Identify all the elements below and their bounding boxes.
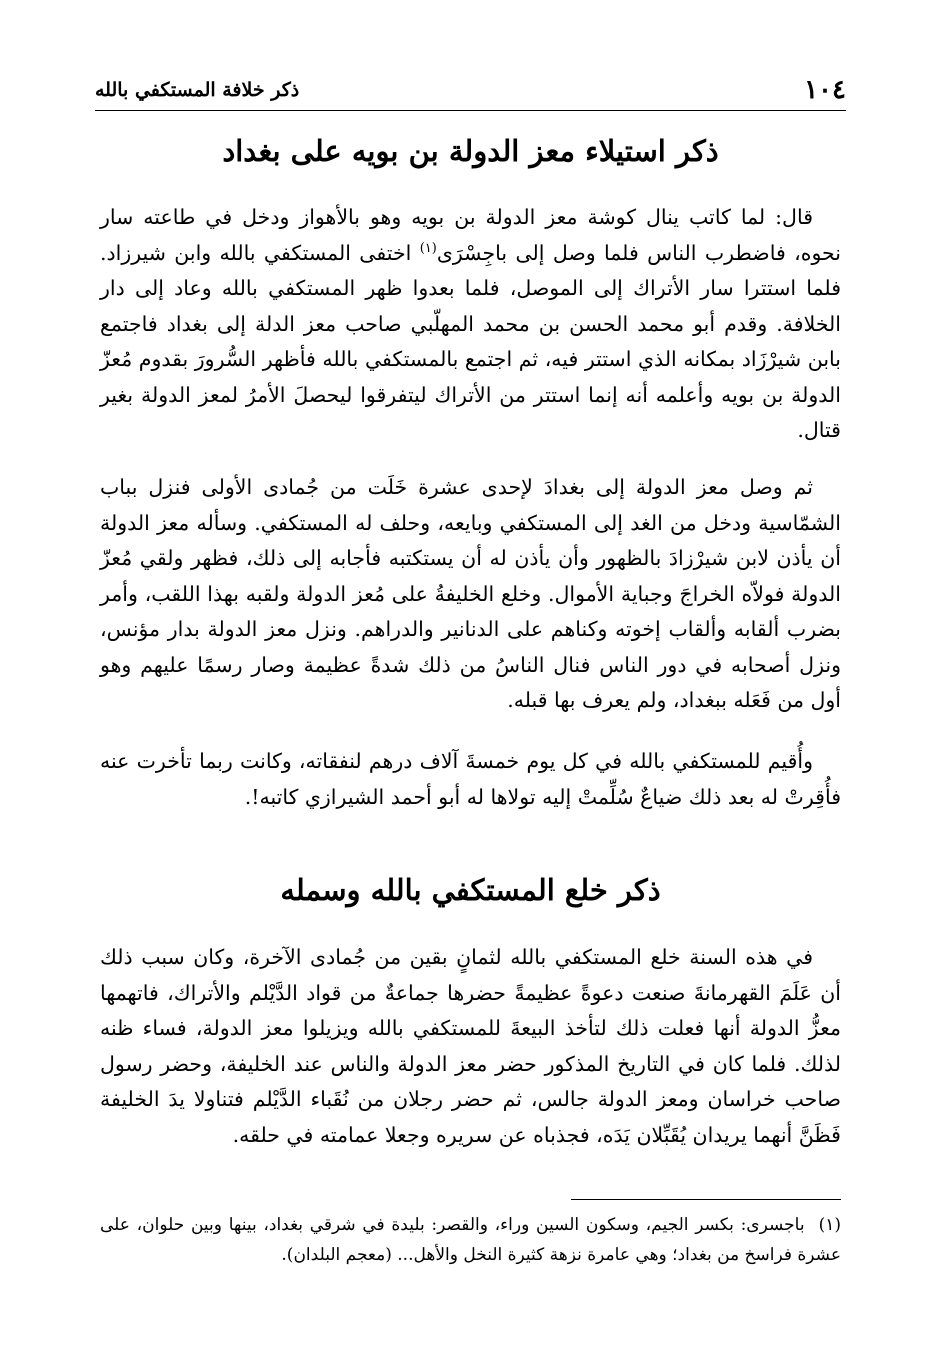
- paragraph-text: [100, 200, 841, 449]
- footnote-text: باجسرى: بكسر الجيم، وسكون السين وراء، والقصر: بليدة في شرقي بغداد، بينها وبين حلوان، على عشرة فراسخ من بغداد؛ وهي عامرة نزهة كثيرة النخل والأهل... (معجم البلدان).: [100, 1215, 841, 1265]
- running-title: ذكر خلافة المستكفي بالله: [95, 79, 300, 101]
- paragraph-2: [100, 470, 841, 719]
- paragraph-3: [100, 744, 841, 815]
- paragraph-1: [100, 200, 841, 449]
- page-number: ١٠٤: [804, 75, 846, 105]
- paragraph-text: ثم وصل معز الدولة إلى بغدادَ لإحدى عشرة خَلَت من جُمادى الأولى فنزل بباب الشمّاسية ودخل من الغد إلى المستكفي وبايعه، وحلف له المستكفي. وسأله معز الدولة أن يأذن لابن شيرْزادَ بالظهور وأن يأذن له أن يستكتبه فأجابه إلى ذلك، فظهر ولقي مُعزّ الدولة فولاّه الخراجَ وجباية الأموال. وخلع الخليفةُ على مُعز الدولة ولقبه بهذا اللقب، وأمر بضرب ألقابه وألقاب إخوته وكناهم على الدنانير والدراهم. ونزل معز الدولة بدار مؤنس، ونزل أصحابه في دور الناس فنال الناسُ من ذلك شدةً عظيمة وصار رسمًا عليهم وهو أول من فَعَله ببغداد، ولم يعرف بها قبله.: [100, 475, 841, 712]
- section-heading-capture-of-baghdad: ذكر استيلاء معز الدولة بن بويه على بغداد: [222, 134, 719, 168]
- footnote-number: (١): [818, 1215, 841, 1235]
- footnote: [100, 1210, 841, 1270]
- footnote-divider: [571, 1199, 841, 1200]
- paragraph-text-after-note: اختفى المستكفي بالله وابن شيرزاد. فلما استترا سار الأتراك إلى الموصل، فلما بعدوا ظهر المستكفي بالله وعاد إلى دار الخلافة. وقدم أبو محمد الحسن بن محمد المهلّبي صاحب معز الدلة إلى بغداد فاجتمع بابن شيرْزَاد بمكانه الذي استتر فيه، ثم اجتمع بالمستكفي بالله فأظهر السُّرورَ بقدوم مُعزّ الدولة بن بويه وأعلمه أنه إنما استتر من الأتراك ليتفرقوا ليحصلَ الأمرُ لمعز الدولة بغير قتال.: [100, 240, 841, 442]
- paragraph-text-before-note: قال: لما كاتب ينال كوشة معز الدولة بن بويه وهو بالأهواز ودخل في طاعته سار نحوه، فاضطرب الناس فلما وصل إلى باجِسْرَى: [100, 205, 841, 265]
- paragraph-text: في هذه السنة خلع المستكفي بالله لثمانٍ بقين من جُمادى الآخرة، وكان سبب ذلك أن عَلَمَ القهرمانةَ صنعت دعوةً عظيمةً حضرها جماعةٌ من قواد الدَّيْلم والأتراك، فاتهمها معزُّ الدولة أنها فعلت ذلك لتأخذ البيعةَ للمستكفي بالله ويزيلوا معز الدولة، فساء ظنه لذلك. فلما كان في التاريخ المذكور حضر معز الدولة والناس عند الخليفة، وحضر رسول صاحب خراسان ومعز الدولة جالس، ثم حضر رجلان من نُقَباء الدَّيْلم فتناولا يدَ الخليفة فَظَنَّ أنهما يريدان يُقَبِّلان يَدَه، فجذباه عن سريره وجعلا عمامته في حلقه.: [100, 945, 841, 1147]
- footnote-reference[interactable]: (١): [419, 240, 437, 256]
- running-header: [95, 70, 846, 111]
- paragraph-text: وأُقيم للمستكفي بالله في كل يوم خمسةَ آلاف درهم لنفقاته، وكانت ربما تأخرت عنه فأُقِرتْ له بعد ذلك ضياعٌ سُلِّمتْ إليه تولاها له أبو أحمد الشيرازي كاتبه!.: [100, 749, 841, 809]
- section-heading-deposition: ذكر خلع المستكفي بالله وسمله: [280, 873, 661, 907]
- paragraph-4: [100, 940, 841, 1153]
